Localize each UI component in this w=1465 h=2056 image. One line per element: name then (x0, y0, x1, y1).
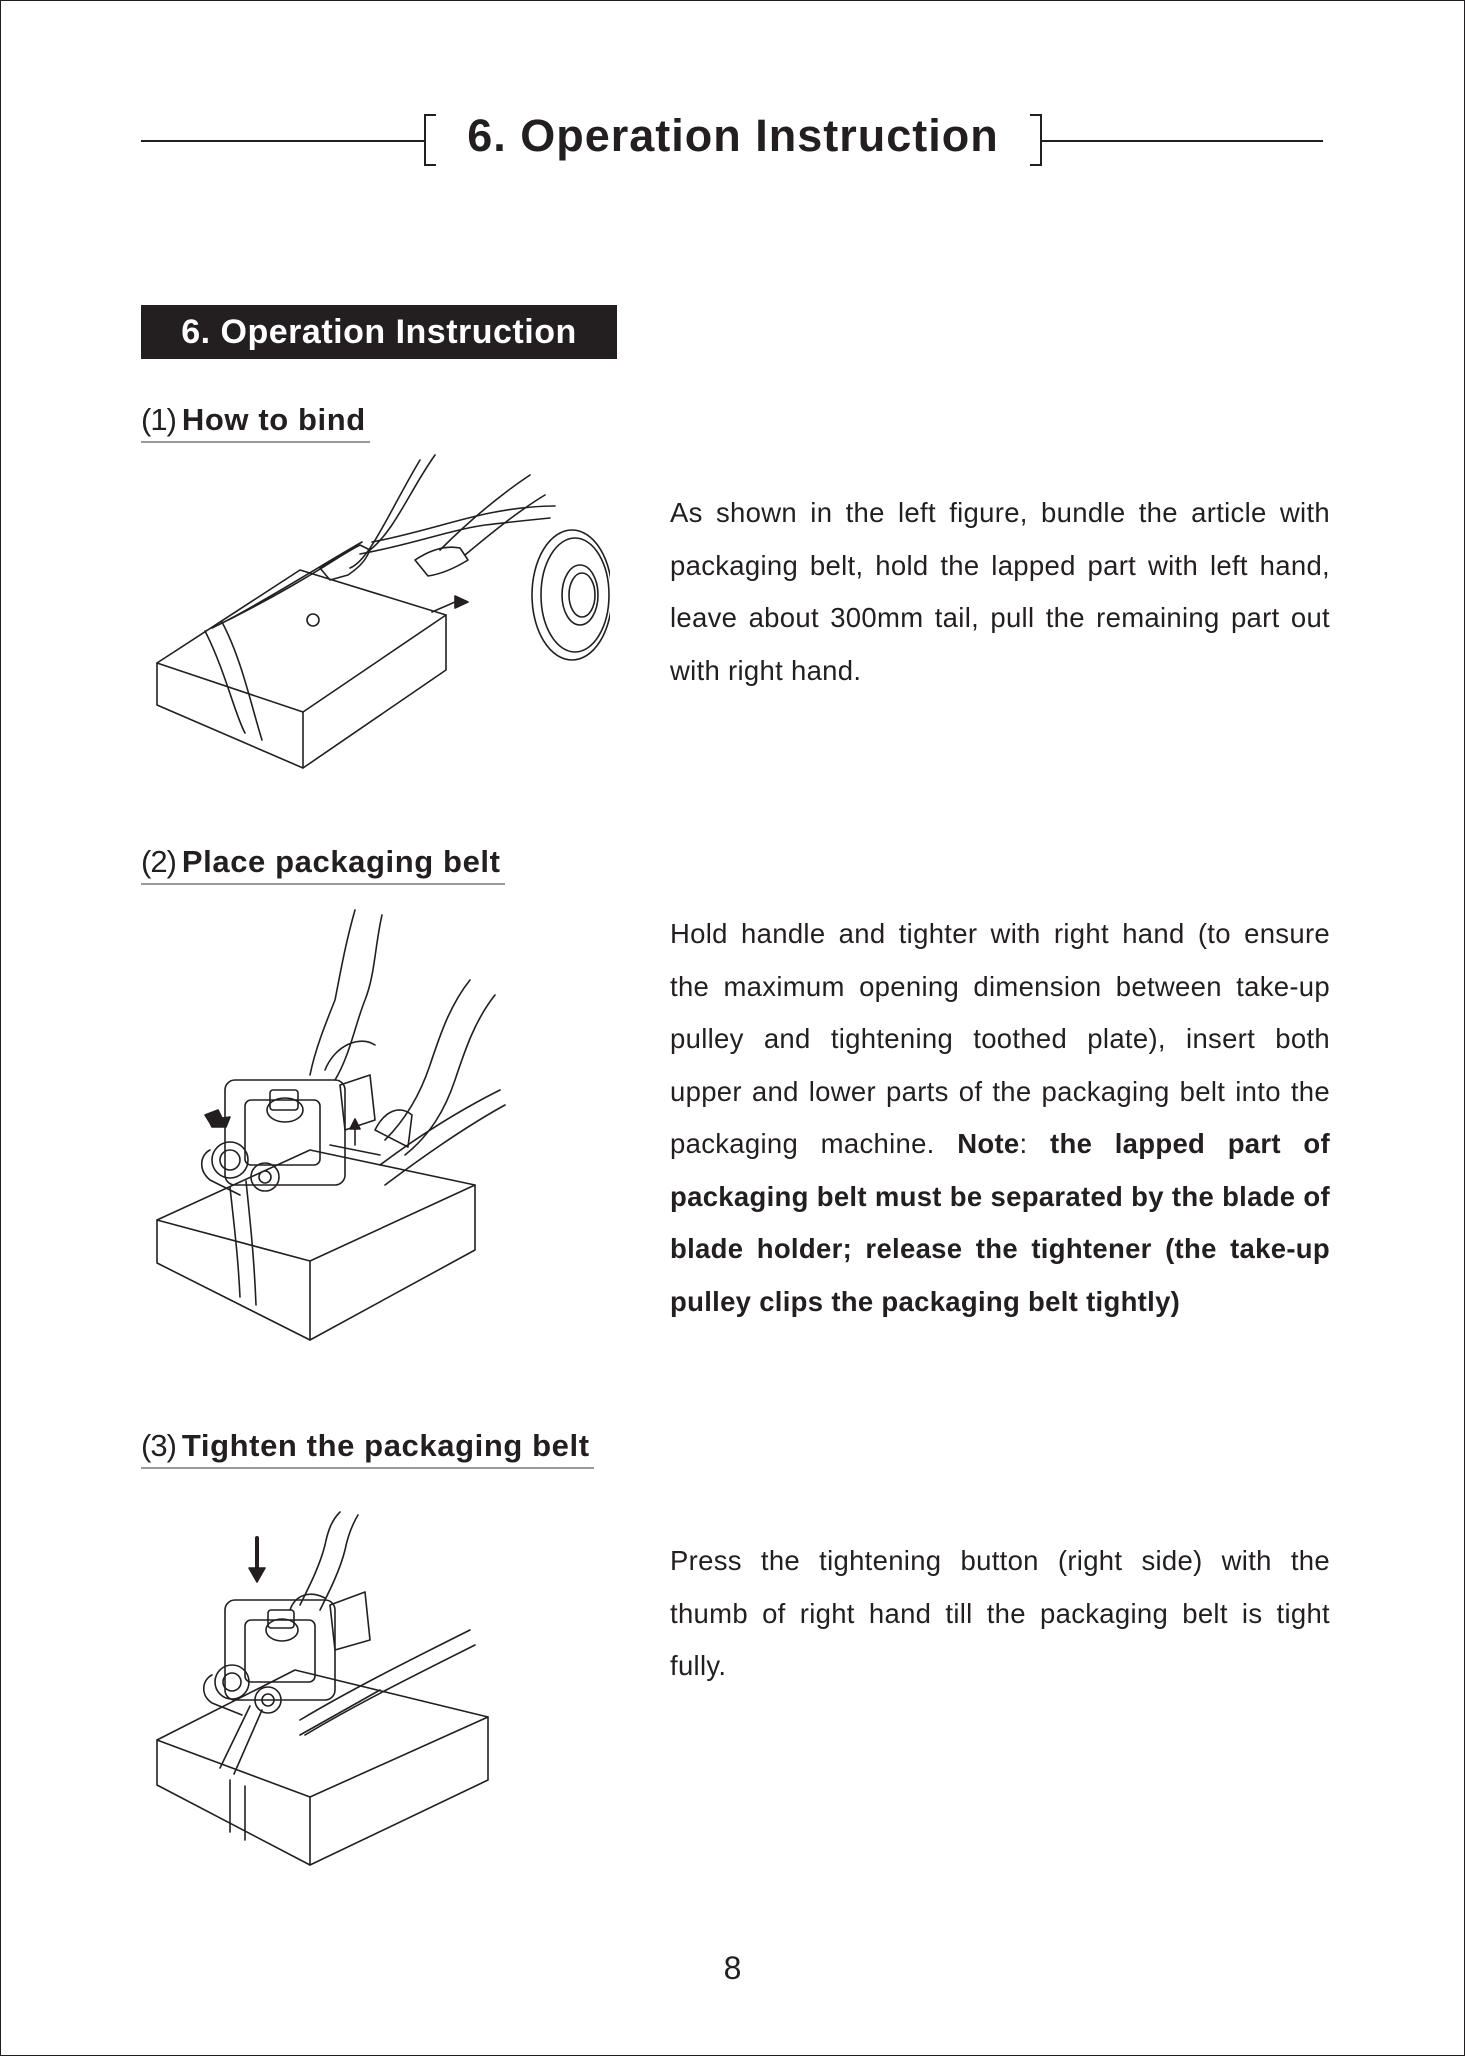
step-1-heading (141, 399, 370, 443)
step-2-text-main: Hold handle and tighter with right hand (to ensure the maximum opening dimension between take-up pulley and tightening toothed plate), insert both upper and lower parts of the packaging belt into the packaging machine. (670, 918, 1330, 1159)
step-2-text (670, 908, 1330, 1328)
header-rule-left (141, 140, 426, 142)
step-2-title: Place packaging belt (181, 844, 501, 879)
step-1-title: How to bind (181, 402, 366, 437)
step-3-text: Press the tightening button (right side) with the thumb of right hand till the packaging belt is tight fully. (670, 1545, 1330, 1681)
step-2-number: (2) (141, 844, 176, 879)
step-2-note-label: Note (957, 1128, 1020, 1159)
step-3-number: (3) (141, 1428, 176, 1463)
step-3-title: Tighten the packaging belt (181, 1428, 590, 1463)
step-2-note-text: the lapped part of packaging belt must be separated by the blade of blade holder; release the tightener (the take-up pulley clips the packaging belt tightly) (670, 1128, 1330, 1317)
step-1-text: As shown in the left figure, bundle the article with packaging belt, hold the lapped part with left hand, leave about 300mm tail, pull the remaining part out with right hand. (670, 497, 1330, 686)
step-3-heading (141, 1425, 594, 1469)
page-title: 6. Operation Instruction (467, 110, 999, 161)
figure-place-belt (150, 905, 530, 1345)
step-2-note-sep: : (1019, 1128, 1051, 1159)
section-label: 6. Operation Instruction (141, 305, 617, 359)
step-1-number: (1) (141, 402, 176, 437)
header-rule-right (1040, 140, 1323, 142)
figure-tighten-belt (150, 1510, 500, 1870)
page-number: 8 (723, 1950, 742, 1986)
header-bracket-left (424, 114, 436, 166)
step-2-heading (141, 841, 505, 885)
figure-how-to-bind (150, 450, 610, 780)
